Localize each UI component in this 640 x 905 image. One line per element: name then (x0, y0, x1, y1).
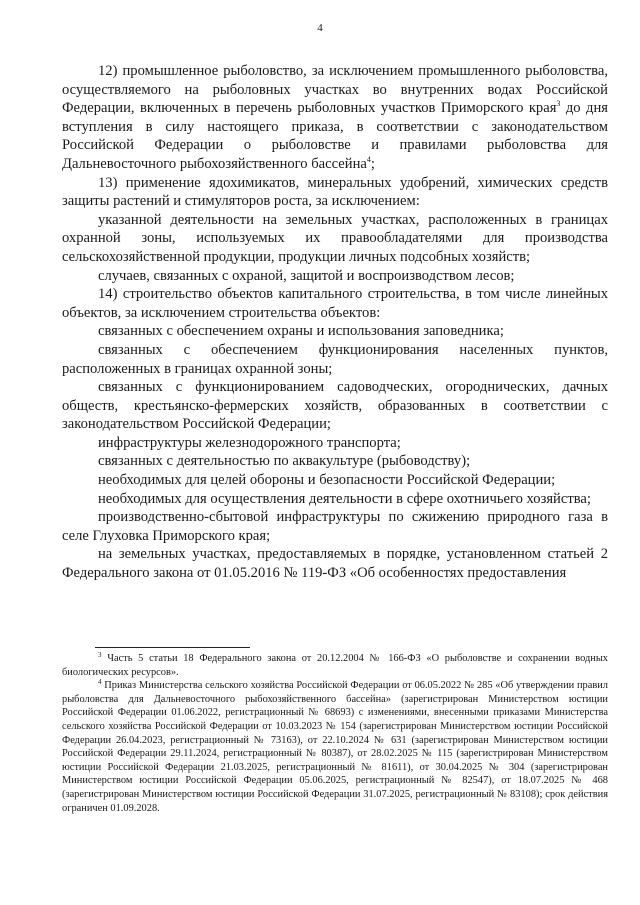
paragraph: связанных с обеспечением охраны и использования заповедника; (98, 323, 504, 340)
paragraph: необходимых для целей обороны и безопасности Российской Федерации; (98, 472, 556, 489)
page-number: 4 (317, 22, 323, 34)
paragraph: необходимых для осуществления деятельности в сфере охотничьего хозяйства; (98, 490, 591, 507)
footnote-4: $^4$ Приказ Министерства сельского хозяйства Российской Федерации от 06.05.2022 № 285 «Об утверждении правил рыболовства для Дальневосточного рыбохозяйственного бассейна» (зарегистрирован Министерством юстиции Российской Федерации 01.06.2022, регистрационный № 68693) с изменениями, внесенными приказами Министерства сельского хозяйства Российской Федерации от 10.03.2023 № 154 (зарегистрирован Министерством юстиции Российской Федерации 26.04.2023, регистрационный № 73163), от 22.10.2024 № 631 (зарегистрирован Министерством юстиции Российской Федерации 29.11.2024, регистрационный № 80387), от 28.02.2025 № 115 (зарегистрирован Министерством юстиции Российской Федерации 21.03.2025, регистрационный № 81611), от 30.04.2025 № 304 (зарегистрирован Министерством юстиции Российской Федерации 05.06.2025, регистрационный № 82547), от 18.07.2025 № 468 (зарегистрирован Министерством юстиции Российской Федерации 31.07.2025, регистрационный № 83108); срок действия ограничен 01.09.2028. (62, 678, 608, 814)
paragraph: связанных с обеспечением функционирования населенных пунктов, расположенных в границах охранной зоны; (62, 341, 608, 377)
paragraph-item-13: 13) применение ядохимикатов, минеральных удобрений, химических средств защиты растений и стимуляторов роста, за исключением: (62, 174, 608, 210)
paragraph: связанных с функционированием садоводческих, огороднических, дачных обществ, крестьянско-фермерских хозяйств, образованных в соответствии с законодательством Российской Федерации; (62, 379, 608, 433)
paragraph: связанных с деятельностью по аквакультуре (рыбоводству); (98, 453, 471, 470)
paragraph: случаев, связанных с охраной, защитой и воспроизводством лесов; (98, 267, 515, 284)
paragraph: производственно-сбытовой инфраструктуры по сжижению природного газа в селе Глуховка Приморского края; (62, 509, 608, 544)
footnote-mark: 3 (98, 651, 102, 659)
paragraph-item-14: 14) строительство объектов капитального строительства, в том числе линейных объектов, за исключением строительства объектов: (62, 286, 608, 321)
footnotes (62, 652, 608, 815)
document-body (62, 62, 608, 583)
footnote-mark: 4 (98, 678, 102, 687)
paragraph-item-12: 12) промышленное рыболовство, за исключением промышленного рыболовства, осуществляемого на рыболовных участках во внутренних водах Российской Федерации, включенных в перечень рыболовных участков Приморского края$^3$ до дня вступления в силу настоящего приказа, в соответствии с законодательством Российской Федерации о рыболовстве и правилами рыболовства для Дальневосточного рыбохозяйственного бассейна$^4$; (62, 63, 608, 172)
footnote-ref-3[interactable]: 3 (556, 99, 561, 109)
footnote-3: $^3$ Часть 5 статьи 18 Федерального закона от 20.12.2004 № 166-ФЗ «О рыболовстве и сохранении водных биологических ресурсов». (62, 651, 608, 678)
footnote-ref-4[interactable]: 4 (366, 154, 371, 164)
paragraph: на земельных участках, предоставляемых в порядке, установленном статьей 2 Федерального закона от 01.05.2016 № 119-ФЗ «Об особенностях предоставления (62, 546, 608, 582)
paragraph: инфраструктуры железнодорожного транспорта; (98, 434, 401, 451)
footnote-separator (95, 647, 250, 648)
paragraph: указанной деятельности на земельных участках, расположенных в границах охранной зоны, используемых их правообладателями для производства сельскохозяйственной продукции, продукции личных подсобных хозяйств; (62, 211, 608, 265)
